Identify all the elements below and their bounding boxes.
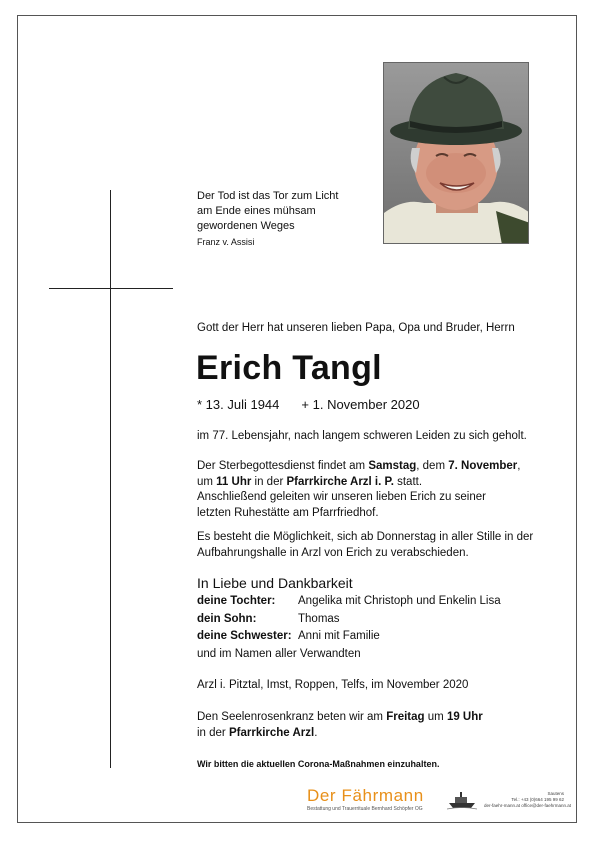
service-time: 11 Uhr (216, 475, 252, 488)
family-relation: deine Tochter: (197, 595, 276, 607)
farewell-text: Es besteht die Möglichkeit, sich ab Donnerstag in aller Stille in der Aufbahrungshalle in Arzl von Erich zu verabschieden. (197, 531, 534, 559)
text-span: um (197, 475, 217, 488)
text-span: Den Seelenrosenkranz beten wir am (197, 711, 387, 723)
family-list (197, 593, 501, 663)
place-date-line: Arzl i. Pitztal, Imst, Roppen, Telfs, im November 2020 (197, 679, 469, 691)
deceased-name: Erich Tangl (196, 349, 382, 387)
death-notice-text: im 77. Lebensjahr, nach langem schweren Leiden zu sich geholt. (197, 430, 527, 442)
text-span: in der (251, 475, 287, 488)
love-gratitude-heading: In Liebe und Dankbarkeit (197, 575, 353, 591)
brand-subtitle: Bestattung und Trauerrituale Bernhard Schöpfer OG (307, 806, 423, 812)
memorial-quote (197, 189, 338, 249)
death-date: + 1. November 2020 (301, 397, 420, 412)
text-span: . (314, 726, 318, 739)
text-span: um (424, 711, 447, 723)
portrait-illustration (384, 63, 529, 244)
service-day: Samstag (368, 460, 417, 472)
quote-line: gewordenen Weges (197, 220, 295, 232)
family-row (197, 628, 501, 646)
ferry-icon (447, 790, 477, 810)
family-row (197, 593, 501, 611)
corona-notice: Wir bitten die aktuellen Corona-Maßnahmen einzuhalten. (197, 759, 440, 769)
brand-name: Der Fährmann (307, 786, 424, 805)
service-date: 7. November (448, 460, 518, 472)
contact-info (484, 791, 574, 809)
contact-mail: office@der-faehrmann.at (521, 803, 572, 808)
family-names: Thomas (298, 612, 340, 625)
rosary-church: Pfarrkirche Arzl (228, 726, 315, 739)
contact-place: Sautens (547, 791, 564, 796)
burial-line: letzten Ruhestätte am Pfarrfriedhof. (197, 506, 379, 519)
relatives-line: und im Namen aller Verwandten (197, 647, 361, 660)
cross-vertical-bar (110, 190, 111, 768)
rosary-text (197, 710, 542, 741)
text-span: , dem (416, 460, 449, 472)
portrait-photo (383, 62, 529, 244)
family-relation: dein Sohn: (197, 612, 257, 625)
funeral-home-logo (307, 787, 424, 812)
text-span: Der Sterbegottesdienst findet am (197, 460, 369, 472)
text-span: in der (197, 726, 229, 739)
burial-line: Anschließend geleiten wir unseren lieben Erich zu seiner (197, 491, 486, 503)
intro-text: Gott der Herr hat unseren lieben Papa, Opa und Bruder, Herrn (197, 322, 515, 334)
quote-line: am Ende eines mühsam (197, 205, 316, 217)
rosary-day: Freitag (386, 711, 425, 723)
contact-web-mail (484, 803, 574, 809)
quote-author: Franz v. Assisi (197, 237, 255, 247)
text-span: statt. (393, 475, 423, 488)
family-names: Angelika mit Christoph und Enkelin Lisa (298, 595, 501, 607)
funeral-service-text (197, 459, 542, 521)
family-relation: deine Schwester: (197, 630, 292, 642)
service-church: Pfarrkirche Arzl i. P. (286, 475, 394, 488)
birth-date: * 13. Juli 1944 (197, 397, 280, 412)
text-span: , (517, 460, 521, 472)
life-dates (197, 397, 420, 413)
family-names: Anni mit Familie (298, 630, 380, 642)
rosary-time: 19 Uhr (446, 711, 483, 723)
contact-web: der-faehr-mann.at (484, 803, 521, 808)
quote-line: Der Tod ist das Tor zum Licht (197, 190, 339, 202)
cross-horizontal-bar (49, 288, 173, 289)
contact-phone: Tel.: +43 (0)664 195 99 62 (511, 797, 564, 802)
family-row (197, 611, 501, 629)
